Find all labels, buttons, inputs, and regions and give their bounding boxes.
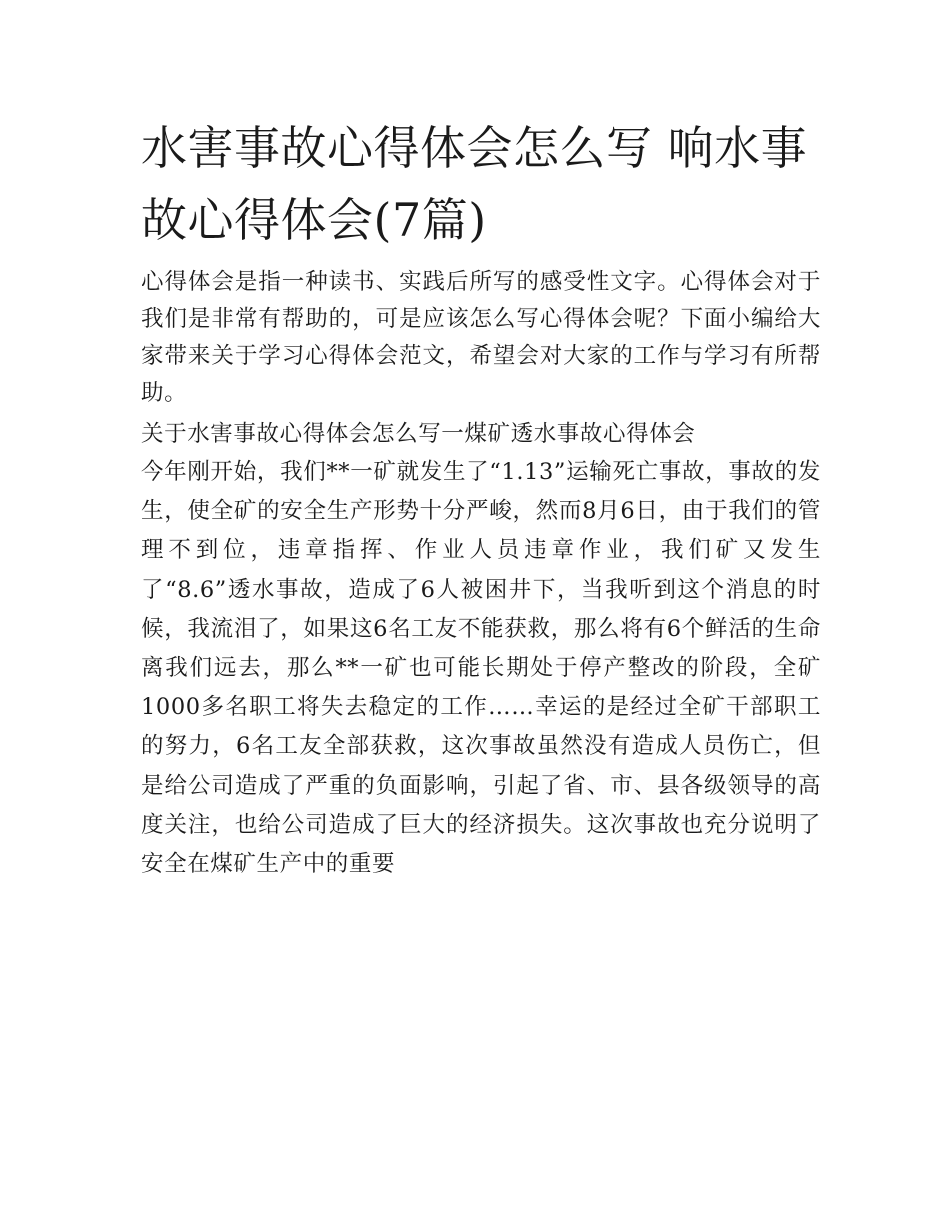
document-title: 水害事故心得体会怎么写 响水事故心得体会(7篇) <box>141 121 808 247</box>
body-paragraph: 今年刚开始，我们**一矿就发生了“1.13”运输死亡事故，事故的发生，使全矿的安全生产形势十分严峻，然而8月6日，由于我们的管理不到位，违章指挥、作业人员违章作业，我们矿又发生了“8.6”透水事故，造成了6人被困井下，当我听到这个消息的时候，我流泪了，如果这6名工友不能获救，那么将有6个鲜活的生命离我们远去，那么**一矿也可能长期处于停产整改的阶段，全矿1000多名职工将失去稳定的工作……幸运的是经过全矿干部职工的努力，6名工友全部获救，这次事故虽然没有造成人员伤亡，但是给公司造成了严重的负面影响，引起了省、市、县各级领导的高度关注，也给公司造成了巨大的经济损失。这次事故也充分说明了安全在煤矿生产中的重要 <box>141 459 821 878</box>
section-heading: 关于水害事故心得体会怎么写一煤矿透水事故心得体会 <box>141 421 696 447</box>
document-content <box>141 112 821 884</box>
intro-paragraph: 心得体会是指一种读书、实践后所写的感受性文字。心得体会对于我们是非常有帮助的，可是应该怎么写心得体会呢？下面小编给大家带来关于学习心得体会范文，希望会对大家的工作与学习有所帮助。 <box>141 269 821 406</box>
